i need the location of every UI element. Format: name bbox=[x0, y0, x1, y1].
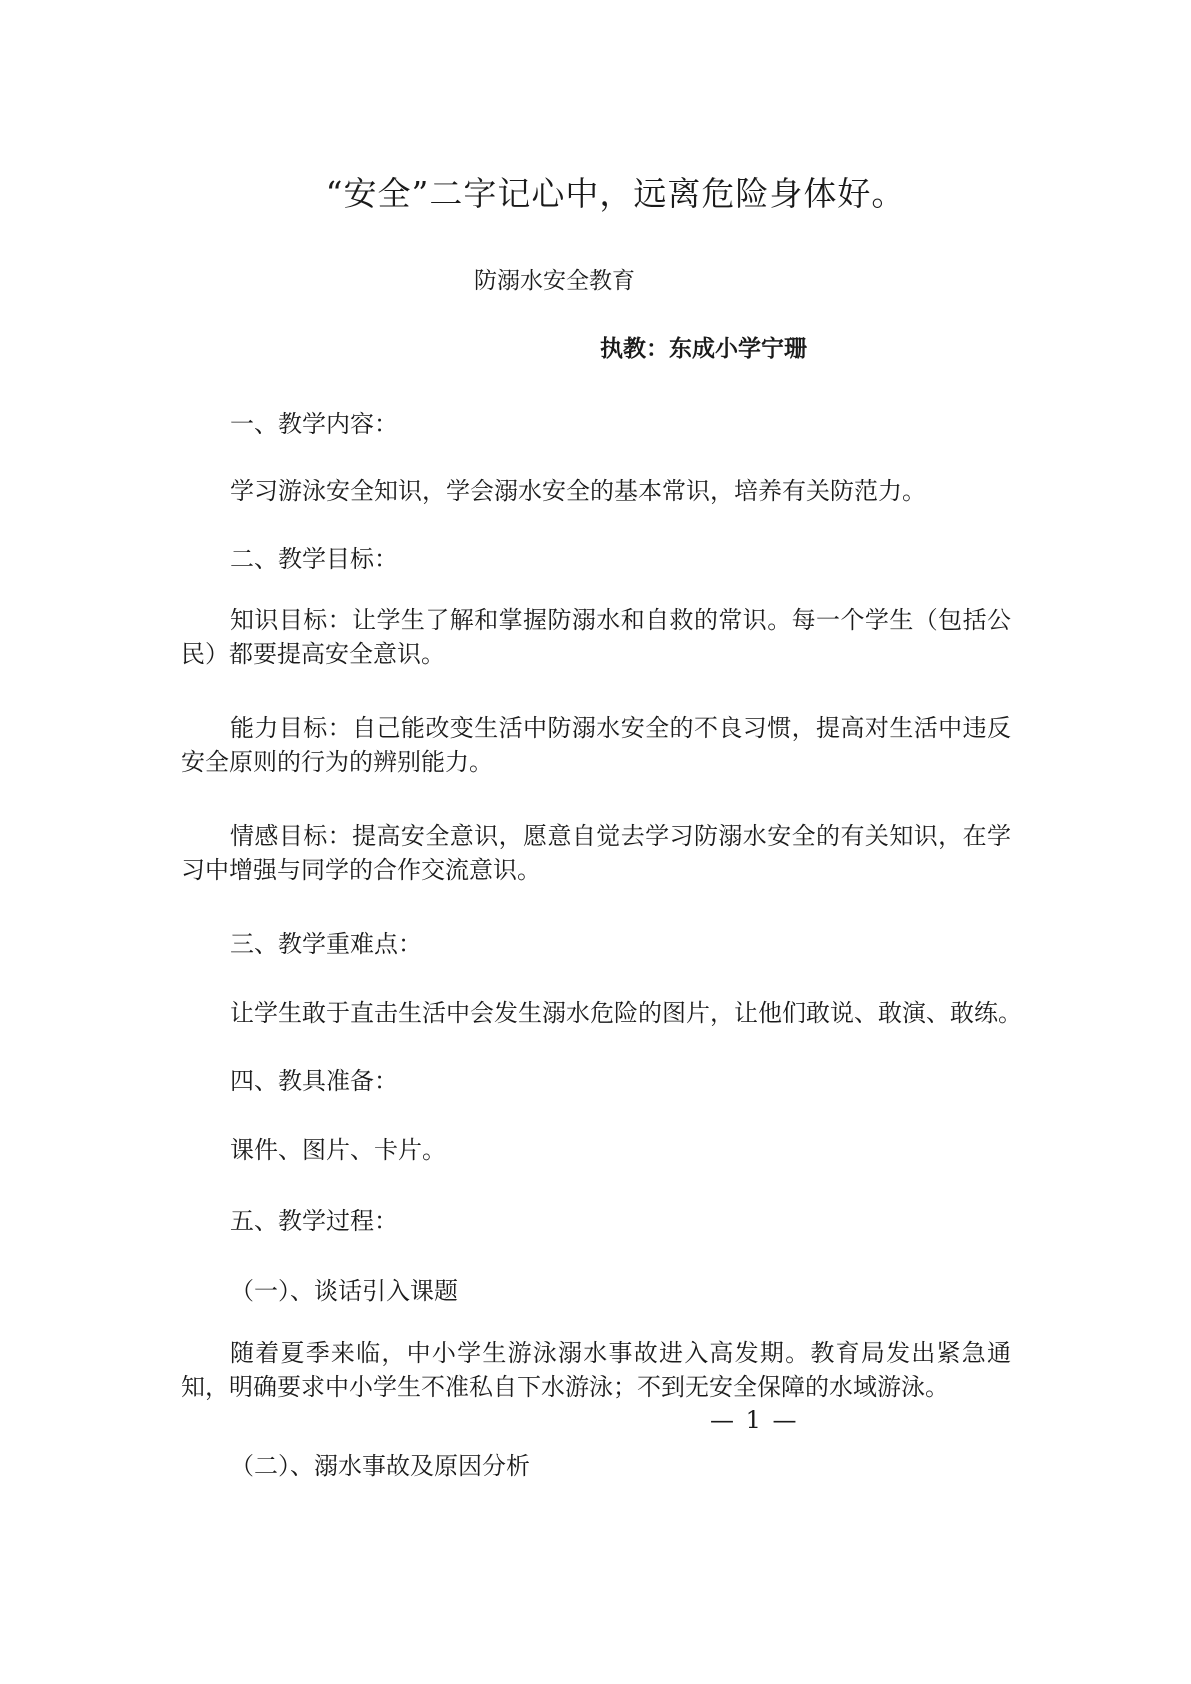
process-step-1-text: 随着夏季来临，中小学生游泳溺水事故进入高发期。教育局发出紧急通知，明确要求中小学生不准私自下水游泳；不到无安全保障的水域游泳。 bbox=[181, 1339, 1011, 1401]
section-heading-process: 五、教学过程： bbox=[230, 1207, 398, 1235]
teacher-credit: 执教：东成小学宁珊 bbox=[600, 335, 807, 362]
goal-knowledge: 知识目标：让学生了解和掌握防溺水和自救的常识。每一个学生（包括公民）都要提高安全意识。 bbox=[181, 606, 1011, 668]
keypoints-text: 让学生敢于直击生活中会发生溺水危险的图片，让他们敢说、敢演、敢练。 bbox=[230, 999, 1022, 1027]
goal-ability: 能力目标：自己能改变生活中防溺水安全的不良习惯，提高对生活中违反安全原则的行为的辨别能力。 bbox=[181, 714, 1011, 776]
section-heading-keypoints: 三、教学重难点： bbox=[230, 930, 422, 958]
content-text: 学习游泳安全知识，学会溺水安全的基本常识，培养有关防范力。 bbox=[230, 477, 926, 505]
materials-text: 课件、图片、卡片。 bbox=[230, 1136, 446, 1164]
section-heading-goals: 二、教学目标： bbox=[230, 545, 398, 573]
section-heading-content: 一、教学内容： bbox=[230, 410, 398, 438]
section-heading-materials: 四、教具准备： bbox=[230, 1067, 398, 1095]
goal-emotion: 情感目标：提高安全意识，愿意自觉去学习防溺水安全的有关知识，在学习中增强与同学的合作交流意识。 bbox=[181, 822, 1011, 884]
page-number: — 1 — bbox=[710, 1406, 799, 1434]
headline: “安全”二字记心中，远离危险身体好。 bbox=[325, 174, 906, 213]
lesson-title: 防溺水安全教育 bbox=[474, 268, 635, 294]
process-step-1-heading: （一）、谈话引入课题 bbox=[230, 1277, 458, 1305]
process-step-2-heading: （二）、溺水事故及原因分析 bbox=[230, 1452, 530, 1480]
